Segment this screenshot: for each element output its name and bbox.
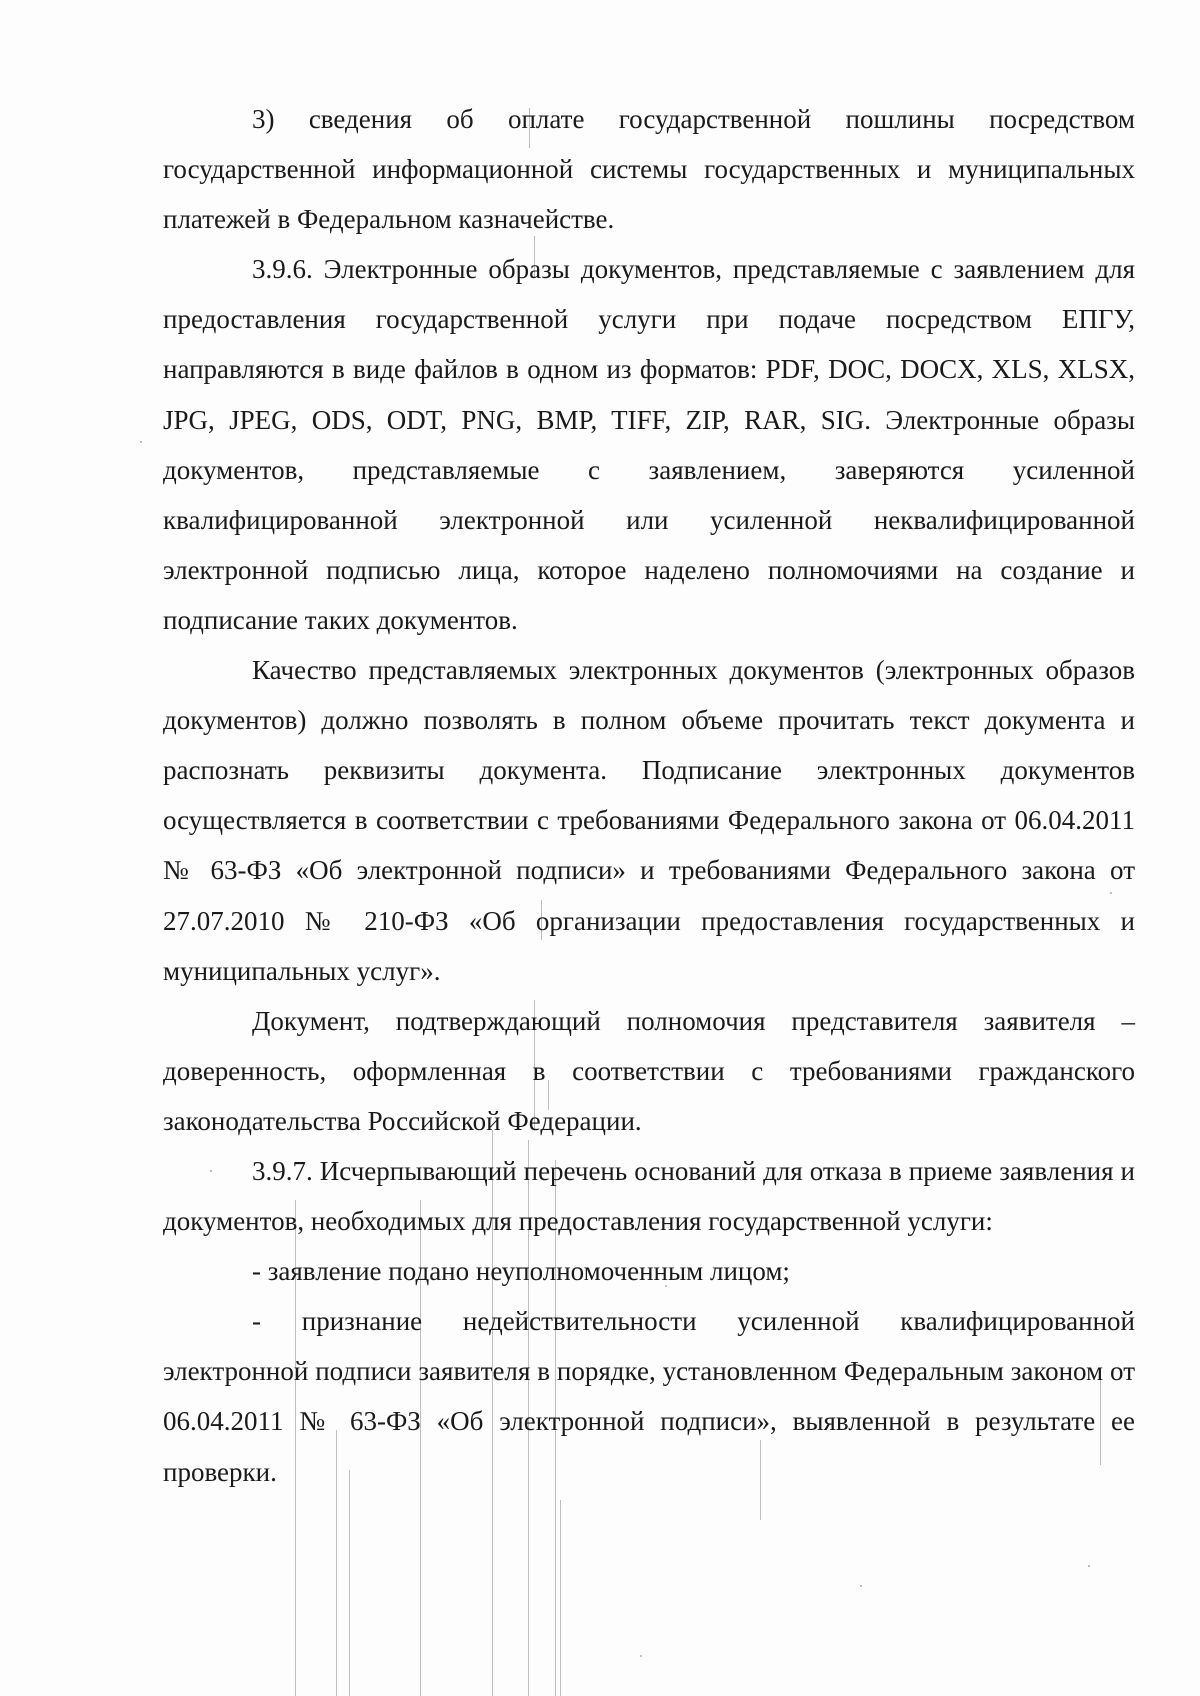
document-body bbox=[163, 94, 1135, 1497]
paragraph-power-of-attorney: Документ, подтверждающий полномочия представителя заявителя – доверенность, оформленная в соответствии с требованиями гражданского законодательства Российской Федерации. bbox=[163, 1005, 1135, 1136]
paragraph-3-9-6-file-formats: 3.9.6. Электронные образы документов, представляемые с заявлением для предоставления государственной услуги при подаче посредством ЕПГУ, направляются в виде файлов в одном из форматов: PDF, DOC, DOCX, XLS, XLSX, JPG, JPEG, ODS, ODT, PNG, BMP, TIFF, ZIP, RAR, SIG. Электронные образы документов, представляемые с заявлением, заверяются усиленной квалифицированной электронной или усиленной неквалифицированной электронной подписью лица, которое наделено полномочиями на создание и подписание таких документов. bbox=[163, 254, 1135, 635]
paragraph-3-9-7-refusal-grounds: 3.9.7. Исчерпывающий перечень оснований для отказа в приеме заявления и документов, необходимых для предоставления государственной услуги: bbox=[163, 1155, 1135, 1237]
scan-artifact-speck bbox=[140, 441, 142, 443]
paragraph-state-fee-info: 3) сведения об оплате государственной пошлины посредством государственной информационной системы государственных и муниципальных платежей в Федеральном казначействе. bbox=[163, 104, 1135, 235]
scan-artifact-line bbox=[560, 1500, 561, 1696]
list-item-unauthorized-person: - заявление подано неуполномоченным лицом; bbox=[252, 1256, 790, 1287]
scan-artifact-speck bbox=[640, 1655, 642, 1657]
scan-artifact-line bbox=[349, 1470, 350, 1696]
scan-artifact-speck bbox=[1088, 1565, 1090, 1567]
list-item-invalid-signature: - признание недействительности усиленной квалифицированной электронной подписи заявителя в порядке, установленном Федеральным законом от 06.04.2011 № 63-ФЗ «Об электронной подписи», выявленной в результате ее проверки. bbox=[163, 1306, 1135, 1487]
paragraph-document-quality: Качество представляемых электронных документов (электронных образов документов) должно позволять в полном объеме прочитать текст документа и распознать реквизиты документа. Подписание электронных документов осуществляется в соответствии с требованиями Федерального закона от 06.04.2011 № 63-ФЗ «Об электронной подписи» и требованиями Федерального закона от 27.07.2010 № 210-ФЗ «Об организации предоставления государственных и муниципальных услуг». bbox=[163, 655, 1135, 986]
scan-artifact-speck bbox=[860, 1585, 862, 1587]
